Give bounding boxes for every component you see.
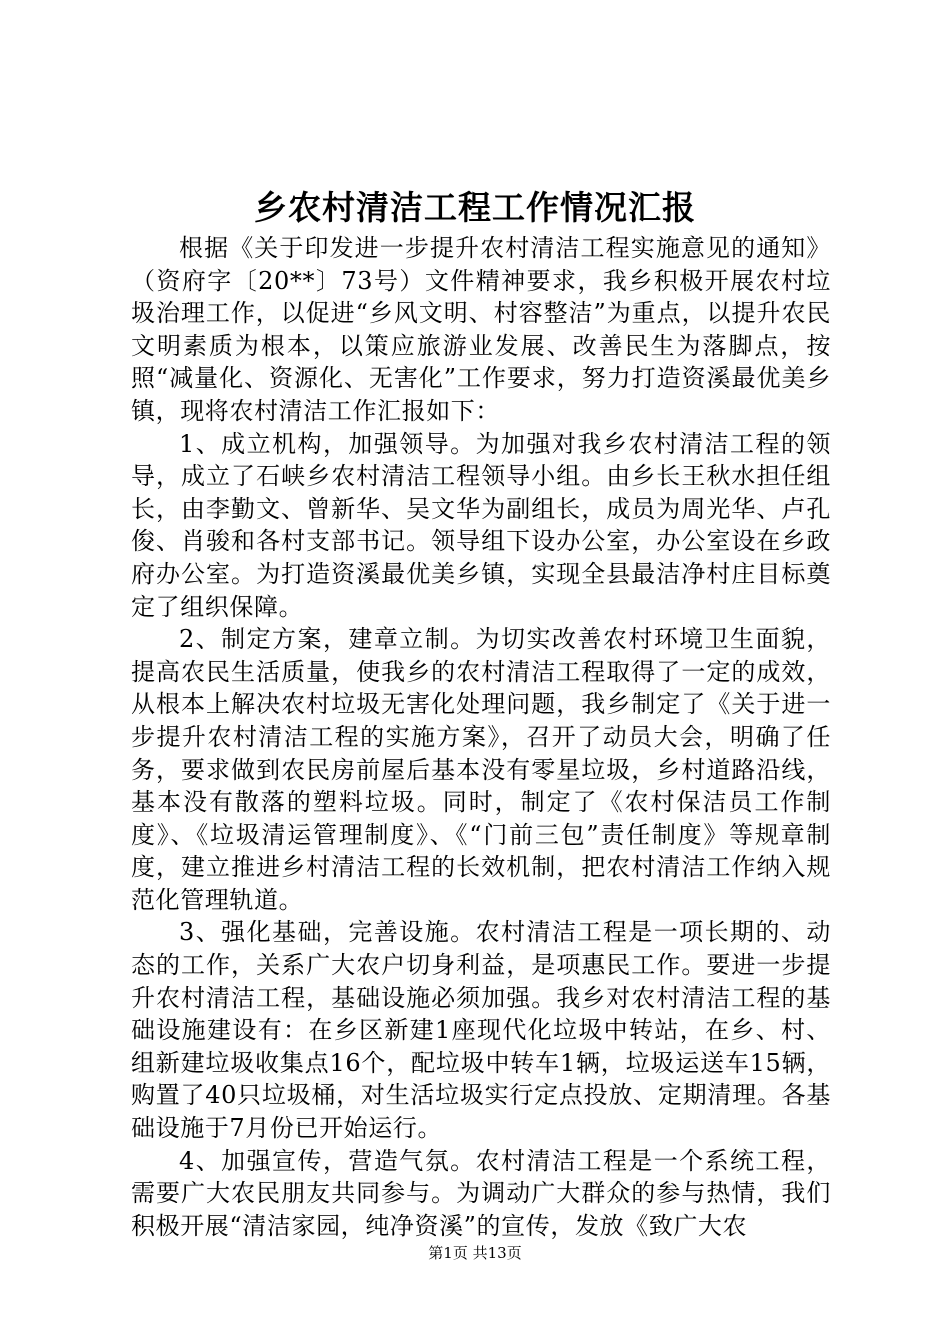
intro-paragraph: 根据《关于印发进一步提升农村清洁工程实施意见的通知》（资府字〔20**〕73号）文件精神要求，我乡积极开展农村垃圾治理工作，以促进“乡风文明、村容整洁”为重点，以提升农民文明素质为根本，以策应旅游业发展、改善民生为落脚点，按照“减量化、资源化、无害化”工作要求，努力打造资溪最优美乡镇，现将农村清洁工作汇报如下： bbox=[131, 234, 831, 425]
section-2-paragraph: 2、制定方案，建章立制。为切实改善农村环境卫生面貌，提高农民生活质量，使我乡的农村清洁工程取得了一定的成效，从根本上解决农村垃圾无害化处理问题，我乡制定了《关于进一步提升农村清洁工程的实施方案》，召开了动员大会，明确了任务，要求做到农民房前屋后基本没有零星垃圾，乡村道路沿线，基本没有散落的塑料垃圾。同时，制定了《农村保洁员工作制度》、《垃圾清运管理制度》、《“门前三包”责任制度》等规章制度，建立推进乡村清洁工程的长效机制，把农村清洁工作纳入规范化管理轨道。 bbox=[131, 625, 831, 914]
document-body bbox=[131, 232, 831, 1242]
section-3-paragraph: 3、强化基础，完善设施。农村清洁工程是一项长期的、动态的工作，关系广大农户切身利益，是项惠民工作。要进一步提升农村清洁工程，基础设施必须加强。我乡对农村清洁工程的基础设施建设有：在乡区新建1座现代化垃圾中转站，在乡、村、组新建垃圾收集点16个，配垃圾中转车1辆，垃圾运送车15辆，购置了40只垃圾桶，对生活垃圾实行定点投放、定期清理。各基础设施于7月份已开始运行。 bbox=[131, 918, 831, 1143]
document-title: 乡农村清洁工程工作情况汇报 bbox=[254, 188, 696, 227]
section-1-paragraph: 1、成立机构，加强领导。为加强对我乡农村清洁工程的领导，成立了石峡乡农村清洁工程领导小组。由乡长王秋水担任组长，由李勤文、曾新华、吴文华为副组长，成员为周光华、卢孔俊、肖骏和各村支部书记。领导组下设办公室，办公室设在乡政府办公室。为打造资溪最优美乡镇，实现全县最洁净村庄目标奠定了组织保障。 bbox=[131, 429, 831, 621]
page-number-footer: 第1页 共13页 bbox=[428, 1244, 522, 1262]
section-4-paragraph: 4、加强宣传，营造气氛。农村清洁工程是一个系统工程，需要广大农民朋友共同参与。为调动广大群众的参与热情，我们积极开展“清洁家园，纯净资溪”的宣传，发放《致广大农 bbox=[131, 1146, 831, 1240]
